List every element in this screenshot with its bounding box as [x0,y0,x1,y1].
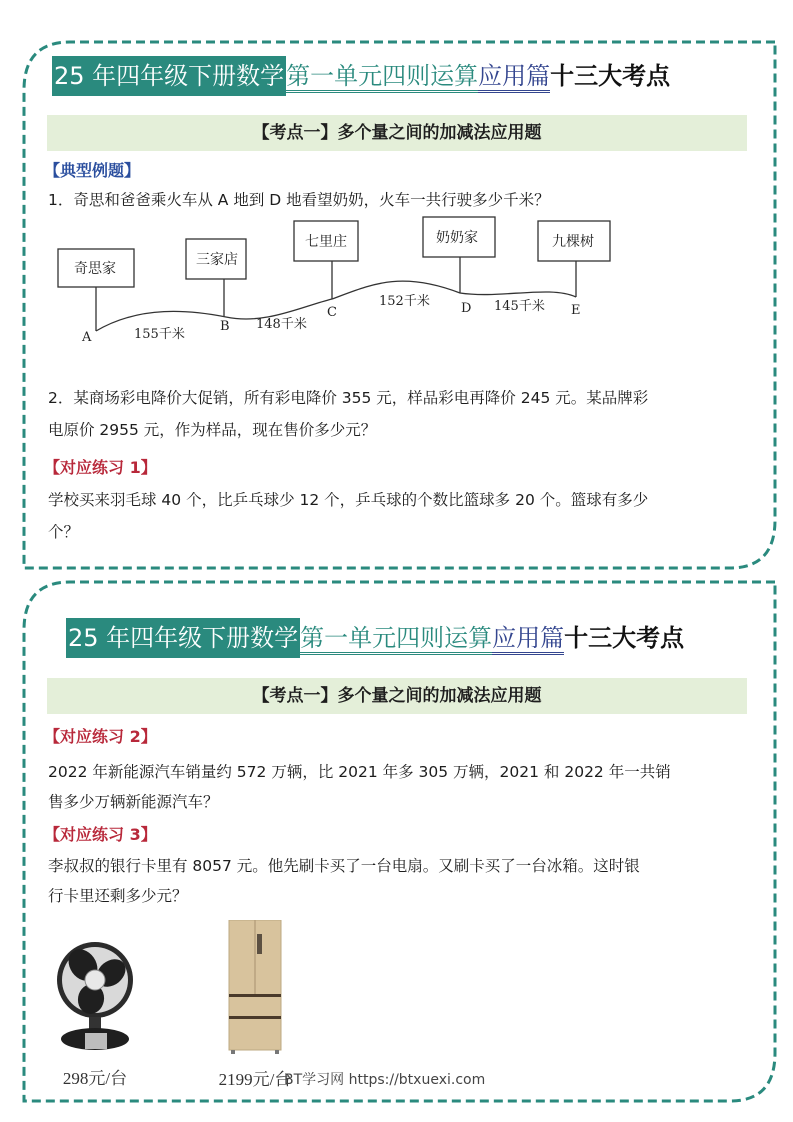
page-title [52,56,670,96]
title-suffix: 十三大考点 [550,62,671,90]
place-label: 三家店 [196,252,238,268]
product-fan [50,935,140,1089]
route-diagram [50,215,630,345]
product-fridge [210,920,300,1090]
topic-band: 【考点一】多个量之间的加减法应用题 [47,678,747,714]
question-2-line-1: 2．某商场彩电降价大促销，所有彩电降价 355 元，样品彩电再降价 245 元。某品牌彩 [48,389,649,407]
practice-3-heading: 【对应练习 3】 [44,825,157,844]
place-label: 奇思家 [74,261,116,277]
point-label: E [571,303,581,318]
fan-price: 298元/台 [62,1069,128,1088]
point-label: B [220,319,230,334]
example-heading: 【典型例题】 [44,161,141,180]
title-unit: 第一单元四则运算 [300,624,492,655]
practice-2-line-1: 2022 年新能源汽车销量约 572 万辆，比 2021 年多 305 万辆，2021 和 2022 年一共销 [48,763,671,781]
topic-band: 【考点一】多个量之间的加减法应用题 [47,115,747,151]
place-label: 七里庄 [305,234,347,250]
distance-label: 148千米 [256,317,307,332]
title-suffix: 十三大考点 [564,624,685,652]
question-1: 1．奇思和爸爸乘火车从 A 地到 D 地看望奶奶，火车一共行驶多少千米？ [48,191,550,209]
point-label: C [327,305,337,320]
title-highlight: 25 年四年级下册数学 [52,56,286,96]
fridge-icon [227,920,283,1056]
question-2-line-2: 电原价 2955 元，作为样品，现在售价多少元？ [48,421,377,439]
practice-2-heading: 【对应练习 2】 [44,727,157,746]
distance-label: 155千米 [134,327,185,342]
practice-3-line-1: 李叔叔的银行卡里有 8057 元。他先刷卡买了一台电扇。又刷卡买了一台冰箱。这时银 [48,857,640,875]
place-label: 九棵树 [552,234,594,250]
title-section: 应用篇 [478,62,550,93]
practice-3-line-2: 行卡里还剩多少元？ [48,887,188,905]
practice-1-line-2: 个？ [48,523,80,541]
title-section: 应用篇 [492,624,564,655]
distance-label: 152千米 [379,294,430,309]
watermark: BT学习网 https://btxuexi.com [284,1072,486,1088]
practice-1-heading: 【对应练习 1】 [44,458,157,477]
fan-icon [55,935,135,1055]
page-title [66,618,684,658]
title-highlight: 25 年四年级下册数学 [66,618,300,658]
point-label: D [461,301,472,316]
place-label: 奶奶家 [436,230,478,246]
practice-1-line-1: 学校买来羽毛球 40 个，比乒乓球少 12 个，乒乓球的个数比篮球多 20 个。篮球有多少 [48,491,649,509]
distance-label: 145千米 [494,299,545,314]
point-label: A [82,330,92,345]
practice-2-line-2: 售多少万辆新能源汽车？ [48,793,219,811]
fridge-price: 2199元/台 [218,1070,292,1089]
title-unit: 第一单元四则运算 [286,62,478,93]
